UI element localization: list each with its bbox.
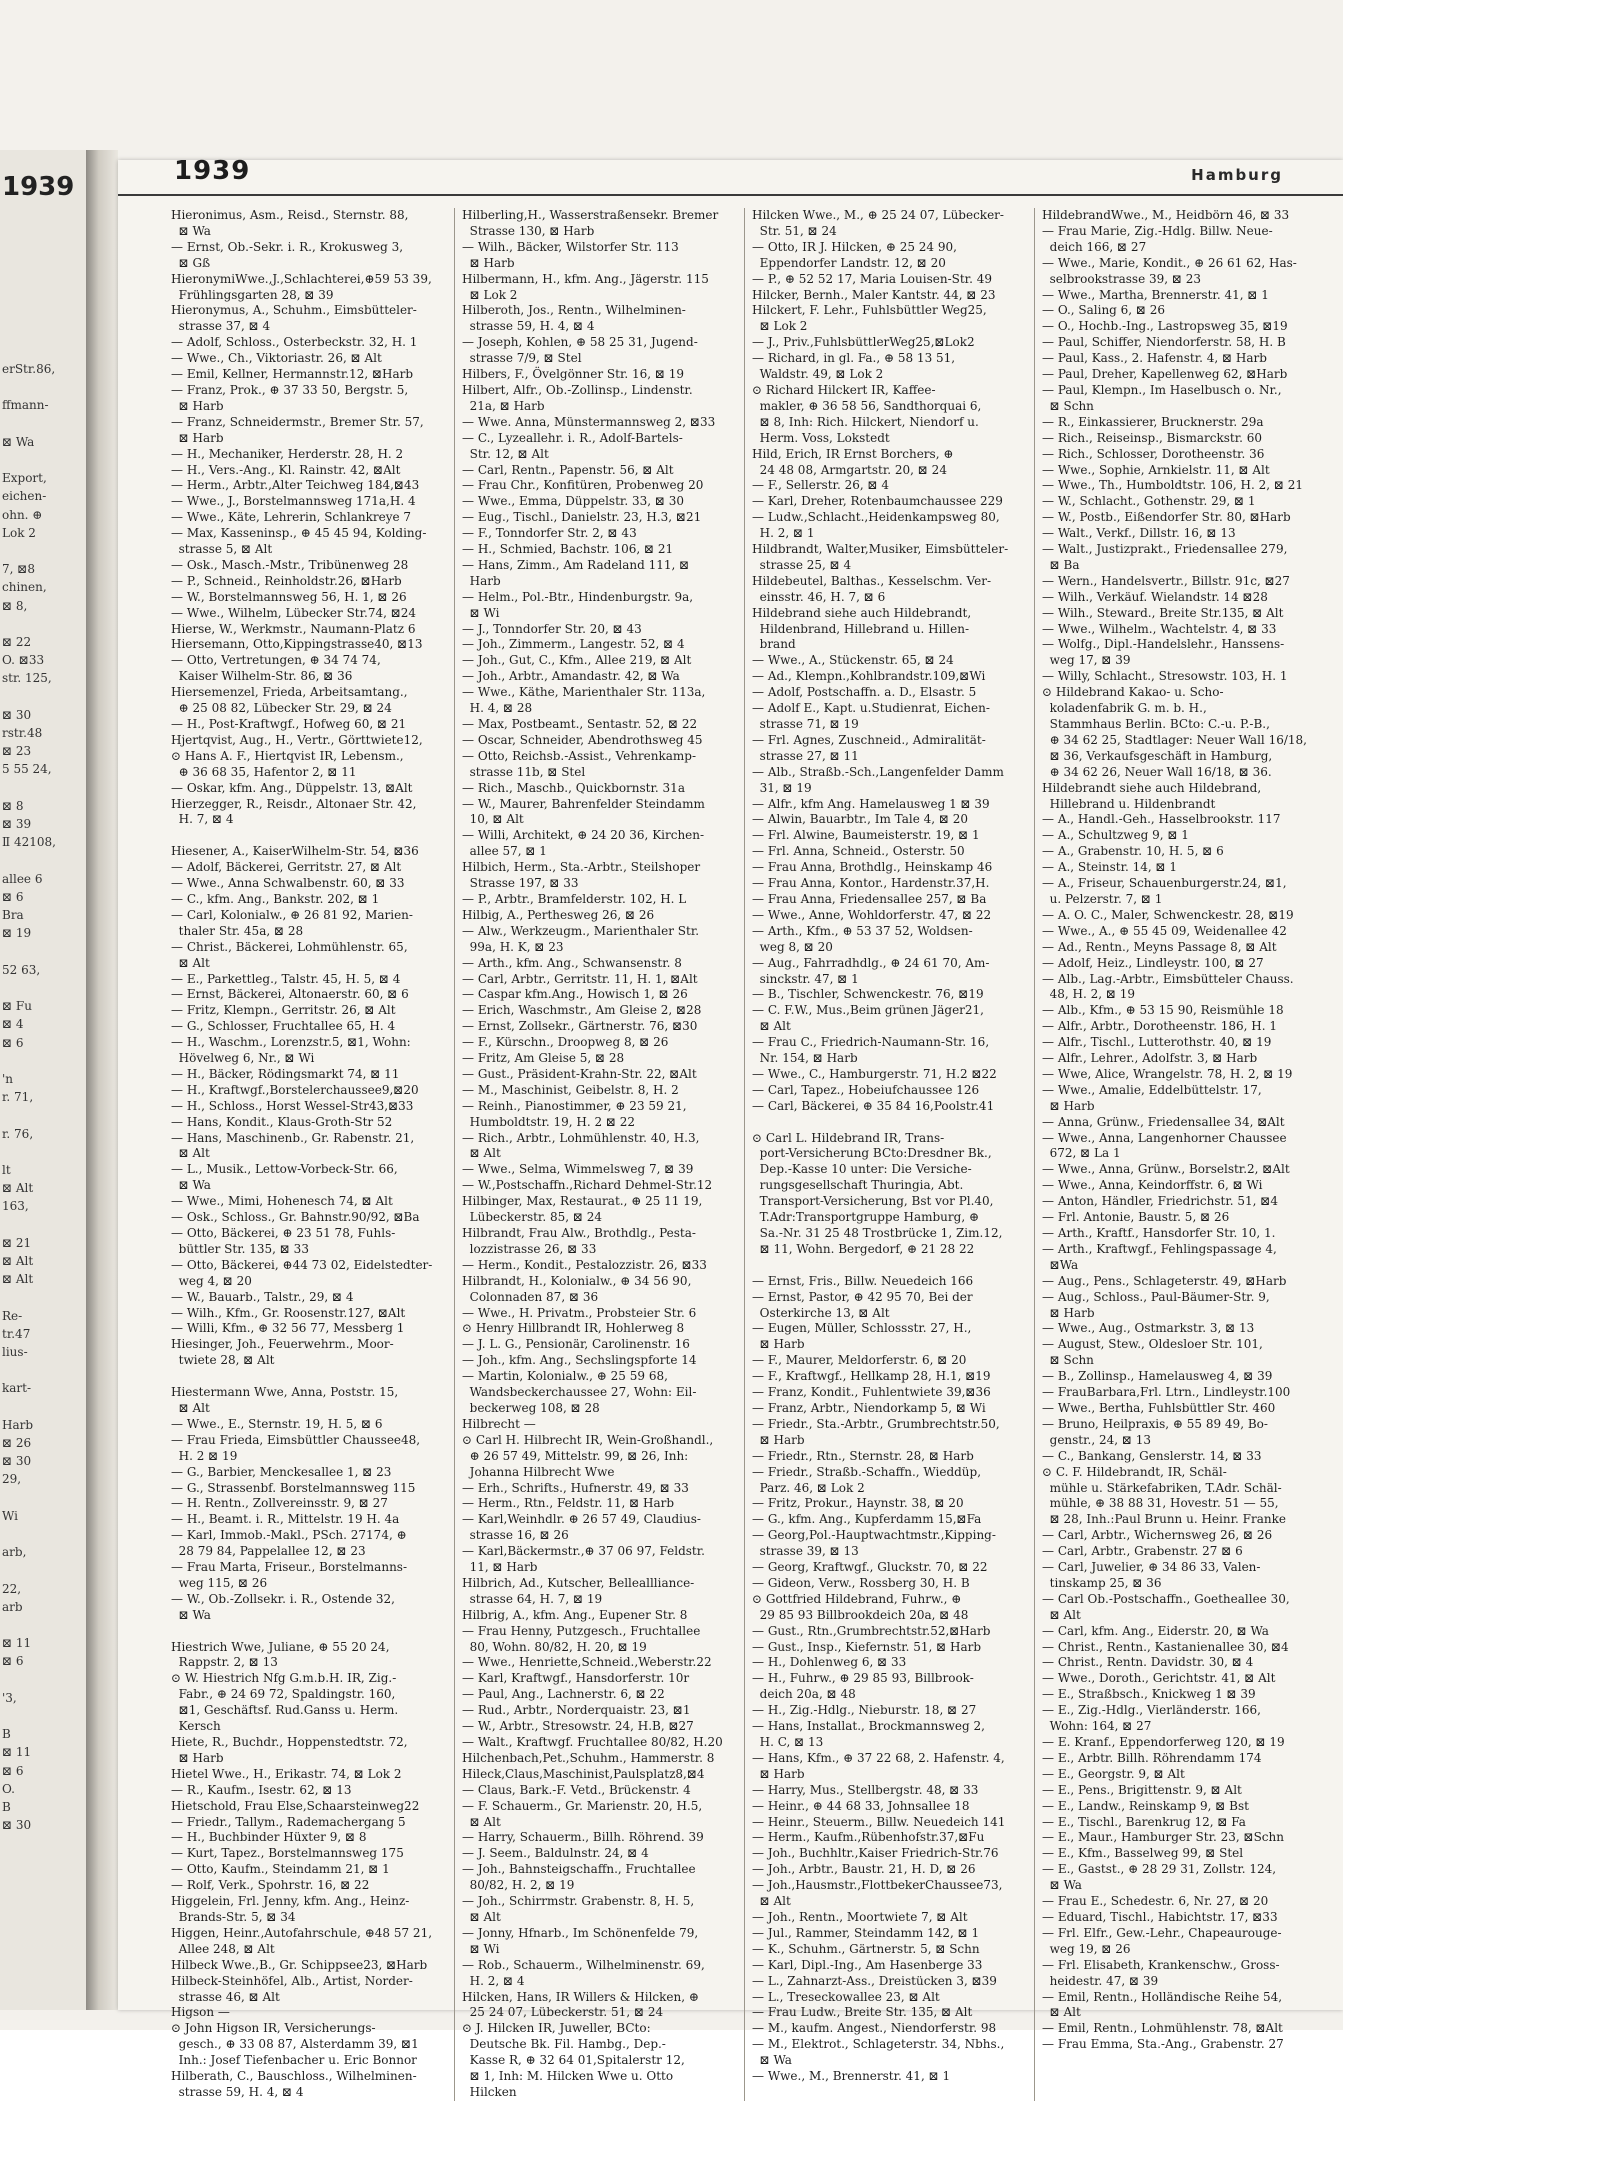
directory-column-1	[164, 208, 454, 2101]
previous-page-edge	[0, 150, 88, 2010]
running-head: Hamburg	[1191, 166, 1283, 184]
scan-right-margin	[1343, 0, 1600, 2030]
column-2-entries: Hilberling,H., Wasserstraßensekr. Bremer Strasse 130, ⊠ Harb — Wilh., Bäcker, Wilstorfer Str. 113 ⊠ Harb Hilbermann, H., kfm. Ang., Jägerstr. 115 ⊠ Lok 2 Hilberoth, Jos., Rentn., Wilhelminen- strasse 59, H. 4, ⊠ 4 — Joseph, Kohlen, ⊕ 58 25 31, Jugend- strasse 7/9, ⊠ Stel Hilbers, F., Övelgönner Str. 16, ⊠ 19 Hilbert, Alfr., Ob.-Zollinsp., Lindenstr. 21a, ⊠ Harb — Wwe. Anna, Münstermannsweg 2, ⊠33 — C., Lyzeallehr. i. R., Adolf-Bartels- Str. 12, ⊠ Alt — Carl, Rentn., Papenstr. 56, ⊠ Alt — Frau Chr., Konfitüren, Probenweg 20 — Wwe., Emma, Düppelstr. 33, ⊠ 30 — Eug., Tischl., Danielstr. 23, H.3, ⊠21 — F., Tonndorfer Str. 2, ⊠ 43 — H., Schmied, Bachstr. 106, ⊠ 21 — Hans, Zimm., Am Radeland 111, ⊠ Harb — Helm., Pol.-Btr., Hindenburgstr. 9a, ⊠ Wi — J., Tonndorfer Str. 20, ⊠ 43 — Joh., Zimmerm., Langestr. 52, ⊠ 4 — Joh., Gut, C., Kfm., Allee 219, ⊠ Alt — Joh., Arbtr., Amandastr. 42, ⊠ Wa — Wwe., Käthe, Marienthaler Str. 113a, H. 4, ⊠ 28 — Max, Postbeamt., Sentastr. 52, ⊠ 22 — Oscar, Schneider, Abendrothsweg 45 — Otto, Reichsb.-Assist., Vehrenkamp- strasse 11b, ⊠ Stel — Rich., Maschb., Quickbornstr. 31a — W., Maurer, Bahrenfelder Steindamm 10, ⊠ Alt — Willi, Architekt, ⊕ 24 20 36, Kirchen- allee 57, ⊠ 1 Hilbich, Herm., Sta.-Arbtr., Steilshoper Strasse 197, ⊠ 33 — P., Arbtr., Bramfelderstr. 102, H. L Hilbig, A., Perthesweg 26, ⊠ 26 — Alw., Werkzeugm., Marienthaler Str. 99a, H. K, ⊠ 23 — Arth., kfm. Ang., Schwansenstr. 8 — Carl, Arbtr., Gerritstr. 11, H. 1, ⊠Alt — Caspar kfm.Ang., Howisch 1, ⊠ 26 — Erich, Waschmstr., Am Gleise 2, ⊠28 — Ernst, Zollsekr., Gärtnerstr. 76, ⊠30 — F., Kürschn., Droopweg 8, ⊠ 26 — Fritz, Am Gleise 5, ⊠ 28 — Gust., Präsident-Krahn-Str. 22, ⊠Alt — M., Maschinist, Geibelstr. 8, H. 2 — Reinh., Pianostimmer, ⊕ 23 59 21, Humboldtstr. 19, H. 2 ⊠ 22 — Rich., Arbtr., Lohmühlenstr. 40, H.3, ⊠ Alt — Wwe., Selma, Wimmelsweg 7, ⊠ 39 — W.,Postschaffn.,Richard Dehmel-Str.12 Hilbinger, Max, Restaurat., ⊕ 25 11 19, Lübeckerstr. 85, ⊠ 24 Hilbrandt, Frau Alw., Brothdlg., Pesta- lozzistrasse 26, ⊠ 33 — Herm., Kondit., Pestalozzistr. 26, ⊠33 Hilbrandt, H., Kolonialw., ⊕ 34 56 90, Colonnaden 87, ⊠ 36 — Wwe., H. Privatm., Probsteier Str. 6 ⊙ Henry Hillbrandt IR, Hohlerweg 8 — J. L. G., Pensionär, Carolinenstr. 16 — Joh., kfm. Ang., Sechslingspforte 14 — Martin, Kolonialw., ⊕ 25 59 68, Wandsbeckerchaussee 27, Wohn: Eil- beckerweg 108, ⊠ 28 Hilbrecht — ⊙ Carl H. Hilbrecht IR, Wein-Großhandl., ⊕ 26 57 49, Mittelstr. 99, ⊠ 26, Inh: Johanna Hilbrecht Wwe — Erh., Schrifts., Hufnerstr. 49, ⊠ 33 — Herm., Rtn., Feldstr. 11, ⊠ Harb — Karl,Weinhdlr. ⊕ 26 57 49, Claudius- strasse 16, ⊠ 26 — Karl,Bäckermstr.,⊕ 37 06 97, Feldstr. 11, ⊠ Harb Hilbrich, Ad., Kutscher, Belleallliance- strasse 64, H. 7, ⊠ 19 Hilbrig, A., kfm. Ang., Eupener Str. 8 — Frau Henny, Putzgesch., Fruchtallee 80, Wohn. 80/82, H. 20, ⊠ 19 — Wwe., Henriette,Schneid.,Weberstr.22 — Karl, Kraftwgf., Hansdorferstr. 10r — Paul, Ang., Lachnerstr. 6, ⊠ 22 — Rud., Arbtr., Norderquaistr. 23, ⊠1 — W., Arbtr., Stresowstr. 24, H.B, ⊠27 — Walt., Kraftwgf. Fruchtallee 80/82, H.20 Hilchenbach,Pet.,Schuhm., Hammerstr. 8 Hileck,Claus,Maschinist,Paulsplatz8,⊠4 — Claus, Bark.-F. Vetd., Brückenstr. 4 — F. Schauerm., Gr. Marienstr. 20, H.5, ⊠ Alt — Harry, Schauerm., Billh. Röhrend. 39 — J. Seem., Baldulnstr. 24, ⊠ 4 — Joh., Bahnsteigschaffn., Fruchtallee 80/82, H. 2, ⊠ 19 — Joh., Schirrmstr. Grabenstr. 8, H. 5, ⊠ Alt — Jonny, Hfnarb., Im Schönenfelde 79, ⊠ Wi — Rob., Schauerm., Wilhelminenstr. 69, H. 2, ⊠ 4 Hilcken, Hans, IR Willers & Hilcken, ⊕ 25 24 07, Lübeckerstr. 51, ⊠ 24 ⊙ J. Hilcken IR, Juweller, BCto: Deutsche Bk. Fil. Hambg., Dep.- Kasse R, ⊕ 32 64 01,Spitalerstr 12, ⊠ 1, Inh: M. Hilcken Wwe u. Otto Hilcken	[462, 208, 723, 2099]
column-3-entries: Hilcken Wwe., M., ⊕ 25 24 07, Lübecker- Str. 51, ⊠ 24 — Otto, IR J. Hilcken, ⊕ 25 24 90, Eppendorfer Landstr. 12, ⊠ 20 — P., ⊕ 52 52 17, Maria Louisen-Str. 49 Hilcker, Bernh., Maler Kantstr. 44, ⊠ 23 Hilckert, F. Lehr., Fuhlsbüttler Weg25, ⊠ Lok 2 — J., Priv.,FuhlsbüttlerWeg25,⊠Lok2 — Richard, in gl. Fa., ⊕ 58 13 51, Waldstr. 49, ⊠ Lok 2 ⊙ Richard Hilckert IR, Kaffee- makler, ⊕ 36 58 56, Sandthorquai 6, ⊠ 8, Inh: Rich. Hilckert, Niendorf u. Herm. Voss, Lokstedt Hild, Erich, IR Ernst Borchers, ⊕ 24 48 08, Armgartstr. 20, ⊠ 24 — F., Sellerstr. 26, ⊠ 4 — Karl, Dreher, Rotenbaumchaussee 229 — Ludw.,Schlacht.,Heidenkampsweg 80, H. 2, ⊠ 1 Hildbrandt, Walter,Musiker, Eimsbütteler- strasse 25, ⊠ 4 Hildebeutel, Balthas., Kesselschm. Ver- einsstr. 46, H. 7, ⊠ 6 Hildebrand siehe auch Hildebrandt, Hildenbrand, Hillebrand u. Hillen- brand — Wwe., A., Stückenstr. 65, ⊠ 24 — Ad., Klempn.,Kohlbrandstr.109,⊠Wi — Adolf, Postschaffn. a. D., Elsastr. 5 — Adolf E., Kapt. u.Studienrat, Eichen- strasse 71, ⊠ 19 — Frl. Agnes, Zuschneid., Admiralität- strasse 27, ⊠ 11 — Alb., Straßb.-Sch.,Langenfelder Damm 31, ⊠ 19 — Alfr., kfm Ang. Hamelausweg 1 ⊠ 39 — Alwin, Bauarbtr., Im Tale 4, ⊠ 20 — Frl. Alwine, Baumeisterstr. 19, ⊠ 1 — Frl. Anna, Schneid., Osterstr. 50 — Frau Anna, Brothdlg., Heinskamp 46 — Frau Anna, Kontor., Hardenstr.37,H. — Frau Anna, Friedensallee 257, ⊠ Ba — Wwe., Anne, Wohldorferstr. 47, ⊠ 22 — Arth., Kfm., ⊕ 53 37 52, Woldsen- weg 8, ⊠ 20 — Aug., Fahrradhdlg., ⊕ 24 61 70, Am- sinckstr. 47, ⊠ 1 — B., Tischler, Schwenckestr. 76, ⊠19 — C. F.W., Mus.,Beim grünen Jäger21, ⊠ Alt — Frau C., Friedrich-Naumann-Str. 16, Nr. 154, ⊠ Harb — Wwe., C., Hamburgerstr. 71, H.2 ⊠22 — Carl, Tapez., Hobeiufchaussee 126 — Carl, Bäckerei, ⊕ 35 84 16,Poolstr.41 ⊙ Carl L. Hildebrand IR, Trans- port-Versicherung BCto:Dresdner Bk., Dep.-Kasse 10 unter: Die Versiche- rungsgesellschaft Thuringia, Abt. Transport-Versicherung, Bst vor Pl.40, T.Adr:Transportgruppe Hamburg, ⊕ Sa.-Nr. 31 25 48 Trostbrücke 1, Zim.12, ⊠ 11, Wohn. Bergedorf, ⊕ 21 28 22 — Ernst, Fris., Billw. Neuedeich 166 — Ernst, Pastor, ⊕ 42 95 70, Bei der Osterkirche 13, ⊠ Alt — Eugen, Müller, Schlossstr. 27, H., ⊠ Harb — F., Maurer, Meldorferstr. 6, ⊠ 20 — F., Kraftwgf., Hellkamp 28, H.1, ⊠19 — Franz, Kondit., Fuhlentwiete 39,⊠36 — Franz, Arbtr., Niendorkamp 5, ⊠ Wi — Friedr., Sta.-Arbtr., Grumbrechtstr.50, ⊠ Harb — Friedr., Rtn., Sternstr. 28, ⊠ Harb — Friedr., Straßb.-Schaffn., Wieddüp, Parz. 46, ⊠ Lok 2 — Fritz, Prokur., Haynstr. 38, ⊠ 20 — G., kfm. Ang., Kupferdamm 15,⊠Fa — Georg,Pol.-Hauptwachtmstr.,Kipping- strasse 39, ⊠ 13 — Georg, Kraftwgf., Gluckstr. 70, ⊠ 22 — Gideon, Verw., Rossberg 30, H. B ⊙ Gottfried Hildebrand, Fuhrw., ⊕ 29 85 93 Billbrookdeich 20a, ⊠ 48 — Gust., Rtn.,Grumbrechtstr.52,⊠Harb — Gust., Insp., Kiefernstr. 51, ⊠ Harb — H., Dohlenweg 6, ⊠ 33 — H., Fuhrw., ⊕ 29 85 93, Billbrook- deich 20a, ⊠ 48 — H., Zig.-Hdlg., Nieburstr. 18, ⊠ 27 — Hans, Installat., Brockmannsweg 2, H. C, ⊠ 13 — Hans, Kfm., ⊕ 37 22 68, 2. Hafenstr. 4, ⊠ Harb — Harry, Mus., Stellbergstr. 48, ⊠ 33 — Heinr., ⊕ 44 68 33, Johnsallee 18 — Heinr., Steuerm., Billw. Neuedeich 141 — Herm., Kaufm.,Rübenhofstr.37,⊠Fu — Joh., Buchhltr.,Kaiser Friedrich-Str.76 — Joh., Arbtr., Baustr. 21, H. D, ⊠ 26 — Joh.,Hausmstr.,FlottbekerChaussee73, ⊠ Alt — Joh., Rentn., Moortwiete 7, ⊠ Alt — Jul., Rammer, Steindamm 142, ⊠ 1 — K., Schuhm., Gärtnerstr. 5, ⊠ Schn — Karl, Dipl.-Ing., Am Hasenberge 33 — L., Zahnarzt-Ass., Dreistücken 3, ⊠39 — L., Treseckowallee 23, ⊠ Alt — Frau Ludw., Breite Str. 135, ⊠ Alt — M., kaufm. Angest., Niendorferstr. 98 — M., Elektrot., Schlageterstr. 34, Nbhs., ⊠ Wa — Wwe., M., Brennerstr. 41, ⊠ 1	[752, 208, 1009, 2084]
previous-page-text-fragments: erStr.86, ffmann- ⊠ Wa Export, eichen- ohn. ⊕ Lok 2 7, ⊠8 chinen, ⊠ 8, ⊠ 22 O. ⊠33 str. 125, ⊠ 30 rstr.48 ⊠ 23 5 55 24, ⊠ 8 ⊠ 39 Ⅱ 42108, allee 6 ⊠ 6 Bra ⊠ 19 52 63, ⊠ Fu ⊠ 4 ⊠ 6 'n r. 71, r. 76, lt ⊠ Alt 163, ⊠ 21 ⊠ Alt ⊠ Alt Re- tr.47 lius- kart- Harb ⊠ 26 ⊠ 30 29, Wi arb, 22, arb ⊠ 11 ⊠ 6 '3, B ⊠ 11 ⊠ 6 O. B ⊠ 30	[2, 362, 56, 1833]
directory-column-2	[454, 208, 744, 2101]
directory-columns	[164, 208, 1324, 2099]
book-gutter	[86, 150, 118, 2010]
previous-page-year: 1939	[2, 172, 75, 202]
directory-page	[118, 156, 1343, 2099]
column-4-entries: HildebrandWwe., M., Heidbörn 46, ⊠ 33 — Frau Marie, Zig.-Hdlg. Billw. Neue- deich 166, ⊠ 27 — Wwe., Marie, Kondit., ⊕ 26 61 62, Has- selbrookstrasse 39, ⊠ 23 — Wwe., Martha, Brennerstr. 41, ⊠ 1 — O., Saling 6, ⊠ 26 — O., Hochb.-Ing., Lastropsweg 35, ⊠19 — Paul, Schiffer, Niendorferstr. 58, H. B — Paul, Kass., 2. Hafenstr. 4, ⊠ Harb — Paul, Dreher, Kapellenweg 62, ⊠Harb — Paul, Klempn., Im Haselbusch o. Nr., ⊠ Schn — R., Einkassierer, Brucknerstr. 29a — Rich., Reiseinsp., Bismarckstr. 60 — Rich., Schlosser, Dorotheenstr. 36 — Wwe., Sophie, Arnkielstr. 11, ⊠ Alt — Wwe., Th., Humboldtstr. 106, H. 2, ⊠ 21 — W., Schlacht., Gothenstr. 29, ⊠ 1 — W., Postb., Eißendorfer Str. 80, ⊠Harb — Walt., Verkf., Dillstr. 16, ⊠ 13 — Walt., Justizprakt., Friedensallee 279, ⊠ Ba — Wern., Handelsvertr., Billstr. 91c, ⊠27 — Wilh., Verkäuf. Wielandstr. 14 ⊠28 — Wilh., Steward., Breite Str.135, ⊠ Alt — Wwe., Wilhelm., Wachtelstr. 4, ⊠ 33 — Wolfg., Dipl.-Handelslehr., Hanssens- weg 17, ⊠ 39 — Willy, Schlacht., Stresowstr. 103, H. 1 ⊙ Hildebrand Kakao- u. Scho- koladenfabrik G. m. b. H., Stammhaus Berlin. BCto: C.-u. P.-B., ⊕ 34 62 25, Stadtlager: Neuer Wall 16/18, ⊠ 36, Verkaufsgeschäft in Hamburg, ⊕ 34 62 26, Neuer Wall 16/18, ⊠ 36. Hildebrandt siehe auch Hildebrand, Hillebrand u. Hildenbrandt — A., Handl.-Geh., Hasselbrookstr. 117 — A., Schultzweg 9, ⊠ 1 — A., Grabenstr. 10, H. 5, ⊠ 6 — A., Steinstr. 14, ⊠ 1 — A., Friseur, Schauenburgerstr.24, ⊠1, u. Pelzerstr. 7, ⊠ 1 — A. O. C., Maler, Schwenckestr. 28, ⊠19 — Wwe., A., ⊕ 55 45 09, Weidenallee 42 — Ad., Rentn., Meyns Passage 8, ⊠ Alt — Adolf, Heiz., Lindleystr. 100, ⊠ 27 — Alb., Lag.-Arbtr., Eimsbütteler Chauss. 48, H. 2, ⊠ 19 — Alb., Kfm., ⊕ 53 15 90, Reismühle 18 — Alfr., Arbtr., Dorotheenstr. 186, H. 1 — Alfr., Tischl., Lutterothstr. 40, ⊠ 19 — Alfr., Lehrer., Adolfstr. 3, ⊠ Harb — Wwe, Alice, Wrangelstr. 78, H. 2, ⊠ 19 — Wwe., Amalie, Eddelbüttelstr. 17, ⊠ Harb — Anna, Grünw., Friedensallee 34, ⊠Alt — Wwe., Anna, Langenhorner Chaussee 672, ⊠ La 1 — Wwe., Anna, Grünw., Borselstr.2, ⊠Alt — Wwe., Anna, Keindorffstr. 6, ⊠ Wi — Anton, Händler, Friedrichstr. 51, ⊠4 — Frl. Antonie, Baustr. 5, ⊠ 26 — Arth., Kraftf., Hansdorfer Str. 10, 1. — Arth., Kraftwgf., Fehlingspassage 4, ⊠Wa — Aug., Pens., Schlageterstr. 49, ⊠Harb — Aug., Schloss., Paul-Bäumer-Str. 9, ⊠ Harb — Wwe., Aug., Ostmarkstr. 3, ⊠ 13 — August, Stew., Oldesloer Str. 101, ⊠ Schn — B., Zollinsp., Hamelausweg 4, ⊠ 39 — FrauBarbara,Frl. Ltrn., Lindleystr.100 — Wwe., Bertha, Fuhlsbüttler Str. 460 — Bruno, Heilpraxis, ⊕ 55 89 49, Bo- genstr., 24, ⊠ 13 — C., Bankang, Genslerstr. 14, ⊠ 33 ⊙ C. F. Hildebrandt, IR, Schäl- mühle u. Stärkefabriken, T.Adr. Schäl- mühle, ⊕ 38 88 31, Hovestr. 51 — 55, ⊠ 28, Inh.:Paul Brunn u. Heinr. Franke — Carl, Arbtr., Wichernsweg 26, ⊠ 26 — Carl, Arbtr., Grabenstr. 27 ⊠ 6 — Carl, Juwelier, ⊕ 34 86 33, Valen- tinskamp 25, ⊠ 36 — Carl Ob.-Postschaffn., Goetheallee 30, ⊠ Alt — Carl, kfm. Ang., Eiderstr. 20, ⊠ Wa — Christ., Rentn., Kastanienallee 30, ⊠4 — Christ., Rentn. Davidstr. 30, ⊠ 4 — Wwe., Doroth., Gerichtstr. 41, ⊠ Alt — E., Straßbsch., Knickweg 1 ⊠ 39 — E., Zig.-Hdlg., Vierländerstr. 166, Wohn: 164, ⊠ 27 — E. Kranf., Eppendorferweg 120, ⊠ 19 — E., Arbtr. Billh. Röhrendamm 174 — E., Georgstr. 9, ⊠ Alt — E., Pens., Brigittenstr. 9, ⊠ Alt — E., Landw., Reinskamp 9, ⊠ Bst — E., Tischl., Barenkrug 12, ⊠ Fa — E., Maur., Hamburger Str. 23, ⊠Schn — E., Kfm., Basselweg 99, ⊠ Stel — E., Gastst., ⊕ 28 29 31, Zollstr. 124, ⊠ Wa — Frau E., Schedestr. 6, Nr. 27, ⊠ 20 — Eduard, Tischl., Habichtstr. 17, ⊠33 — Frl. Elfr., Gew.-Lehr., Chapeaurouge- weg 19, ⊠ 26 — Frl. Elisabeth, Krankenschw., Gross- heidestr. 47, ⊠ 39 — Emil, Rentn., Holländische Reihe 54, ⊠ Alt — Emil, Rentn., Lohmühlenstr. 78, ⊠Alt — Frau Emma, Sta.-Ang., Grabenstr. 27	[1042, 208, 1307, 2052]
directory-column-3	[744, 208, 1034, 2101]
directory-column-4	[1034, 208, 1324, 2101]
page-header	[118, 156, 1343, 196]
column-1-entries: Hieronimus, Asm., Reisd., Sternstr. 88, ⊠ Wa — Ernst, Ob.-Sekr. i. R., Krokusweg 3, ⊠ Gß HieronymiWwe.,J.,Schlachterei,⊕59 53 39, Frühlingsgarten 28, ⊠ 39 Hieronymus, A., Schuhm., Eimsbütteler- strasse 37, ⊠ 4 — Adolf, Schloss., Osterbeckstr. 32, H. 1 — Wwe., Ch., Viktoriastr. 26, ⊠ Alt — Emil, Kellner, Hermannstr.12, ⊠Harb — Franz, Prok., ⊕ 37 33 50, Bergstr. 5, ⊠ Harb — Franz, Schneidermstr., Bremer Str. 57, ⊠ Harb — H., Mechaniker, Herderstr. 28, H. 2 — H., Vers.-Ang., Kl. Rainstr. 42, ⊠Alt — Herm., Arbtr.,Alter Teichweg 184,⊠43 — Wwe., J., Borstelmannsweg 171a,H. 4 — Wwe., Käte, Lehrerin, Schlankreye 7 — Max, Kasseninsp., ⊕ 45 45 94, Kolding- strasse 5, ⊠ Alt — Osk., Masch.-Mstr., Tribünenweg 28 — P., Schneid., Reinholdstr.26, ⊠Harb — W., Borstelmannsweg 56, H. 1, ⊠ 26 — Wwe., Wilhelm, Lübecker Str.74, ⊠24 Hierse, W., Werkmstr., Naumann-Platz 6 Hiersemann, Otto,Kippingstrasse40, ⊠13 — Otto, Vertretungen, ⊕ 34 74 74, Kaiser Wilhelm-Str. 86, ⊠ 36 Hiersemenzel, Frieda, Arbeitsamtang., ⊕ 25 08 82, Lübecker Str. 29, ⊠ 24 — H., Post-Kraftwgf., Hofweg 60, ⊠ 21 Hjertqvist, Aug., H., Vertr., Görttwiete12, ⊙ Hans A. F., Hiertqvist IR, Lebensm., ⊕ 36 68 35, Hafentor 2, ⊠ 11 — Oskar, kfm. Ang., Düppelstr. 13, ⊠Alt Hierzegger, R., Reisdr., Altonaer Str. 42, H. 7, ⊠ 4 Hiesener, A., KaiserWilhelm-Str. 54, ⊠36 — Adolf, Bäckerei, Gerritstr. 27, ⊠ Alt — Wwe., Anna Schwalbenstr. 60, ⊠ 33 — C., kfm. Ang., Bankstr. 202, ⊠ 1 — Carl, Kolonialw., ⊕ 26 81 92, Marien- thaler Str. 45a, ⊠ 28 — Christ., Bäckerei, Lohmühlenstr. 65, ⊠ Alt — E., Parkettleg., Talstr. 45, H. 5, ⊠ 4 — Ernst, Bäckerei, Altonaerstr. 60, ⊠ 6 — Fritz, Klempn., Gerritstr. 26, ⊠ Alt — G., Schlosser, Fruchtallee 65, H. 4 — H., Waschm., Lorenzstr.5, ⊠1, Wohn: Hövelweg 6, Nr., ⊠ Wi — H., Bäcker, Rödingsmarkt 74, ⊠ 11 — H., Kraftwgf.,Borstelerchaussee9,⊠20 — H., Schloss., Horst Wessel-Str43,⊠33 — Hans, Kondit., Klaus-Groth-Str 52 — Hans, Maschinenb., Gr. Rabenstr. 21, ⊠ Alt — L., Musik., Lettow-Vorbeck-Str. 66, ⊠ Wa — Wwe., Mimi, Hohenesch 74, ⊠ Alt — Osk., Schloss., Gr. Bahnstr.90/92, ⊠Ba — Otto, Bäckerei, ⊕ 23 51 78, Fuhls- büttler Str. 135, ⊠ 33 — Otto, Bäckerei, ⊕44 73 02, Eidelstedter- weg 4, ⊠ 20 — W., Bauarb., Talstr., 29, ⊠ 4 — Wilh., Kfm., Gr. Roosenstr.127, ⊠Alt — Willi, Kfm., ⊕ 32 56 77, Messberg 1 Hiesinger, Joh., Feuerwehrm., Moor- twiete 28, ⊠ Alt Hiestermann Wwe, Anna, Poststr. 15, ⊠ Alt — Wwe., E., Sternstr. 19, H. 5, ⊠ 6 — Frau Frieda, Eimsbüttler Chaussee48, H. 2 ⊠ 19 — G., Barbier, Menckesallee 1, ⊠ 23 — G., Strassenbf. Borstelmannsweg 115 — H. Rentn., Zollvereinsstr. 9, ⊠ 27 — H., Beamt. i. R., Mittelstr. 19 H. 4a — Karl, Immob.-Makl., PSch. 27174, ⊕ 28 79 84, Pappelallee 12, ⊠ 23 — Frau Marta, Friseur., Borstelmanns- weg 115, ⊠ 26 — W., Ob.-Zollsekr. i. R., Ostende 32, ⊠ Wa Hiestrich Wwe, Juliane, ⊕ 55 20 24, Rappstr. 2, ⊠ 13 ⊙ W. Hiestrich Nfg G.m.b.H. IR, Zig.- Fabr., ⊕ 24 69 72, Spaldingstr. 160, ⊠1, Geschäftsf. Rud.Ganss u. Herm. Kersch Hiete, R., Buchdr., Hoppenstedtstr. 72, ⊠ Harb Hietel Wwe., H., Erikastr. 74, ⊠ Lok 2 — R., Kaufm., Isestr. 62, ⊠ 13 Hietschold, Frau Else,Schaarsteinweg22 — Friedr., Tallym., Rademachergang 5 — H., Buchbinder Hüxter 9, ⊠ 8 — Kurt, Tapez., Borstelmannsweg 175 — Otto, Kaufm., Steindamm 21, ⊠ 1 — Rolf, Verk., Spohrstr. 16, ⊠ 22 Higgelein, Frl. Jenny, kfm. Ang., Heinz- Brands-Str. 5, ⊠ 34 Higgen, Heinr.,Autofahrschule, ⊕48 57 21, Allee 248, ⊠ Alt Hilbeck Wwe.,B., Gr. Schippsee23, ⊠Harb Hilbeck-Steinhöfel, Alb., Artist, Norder- strasse 46, ⊠ Alt Higson — ⊙ John Higson IR, Versicherungs- gesch., ⊕ 33 08 87, Alsterdamm 39, ⊠1 Inh.: Josef Tiefenbacher u. Eric Bonnor Hilberath, C., Bauschloss., Wilhelminen- strasse 59, H. 4, ⊠ 4	[171, 208, 433, 2099]
page-year: 1939	[174, 156, 251, 186]
